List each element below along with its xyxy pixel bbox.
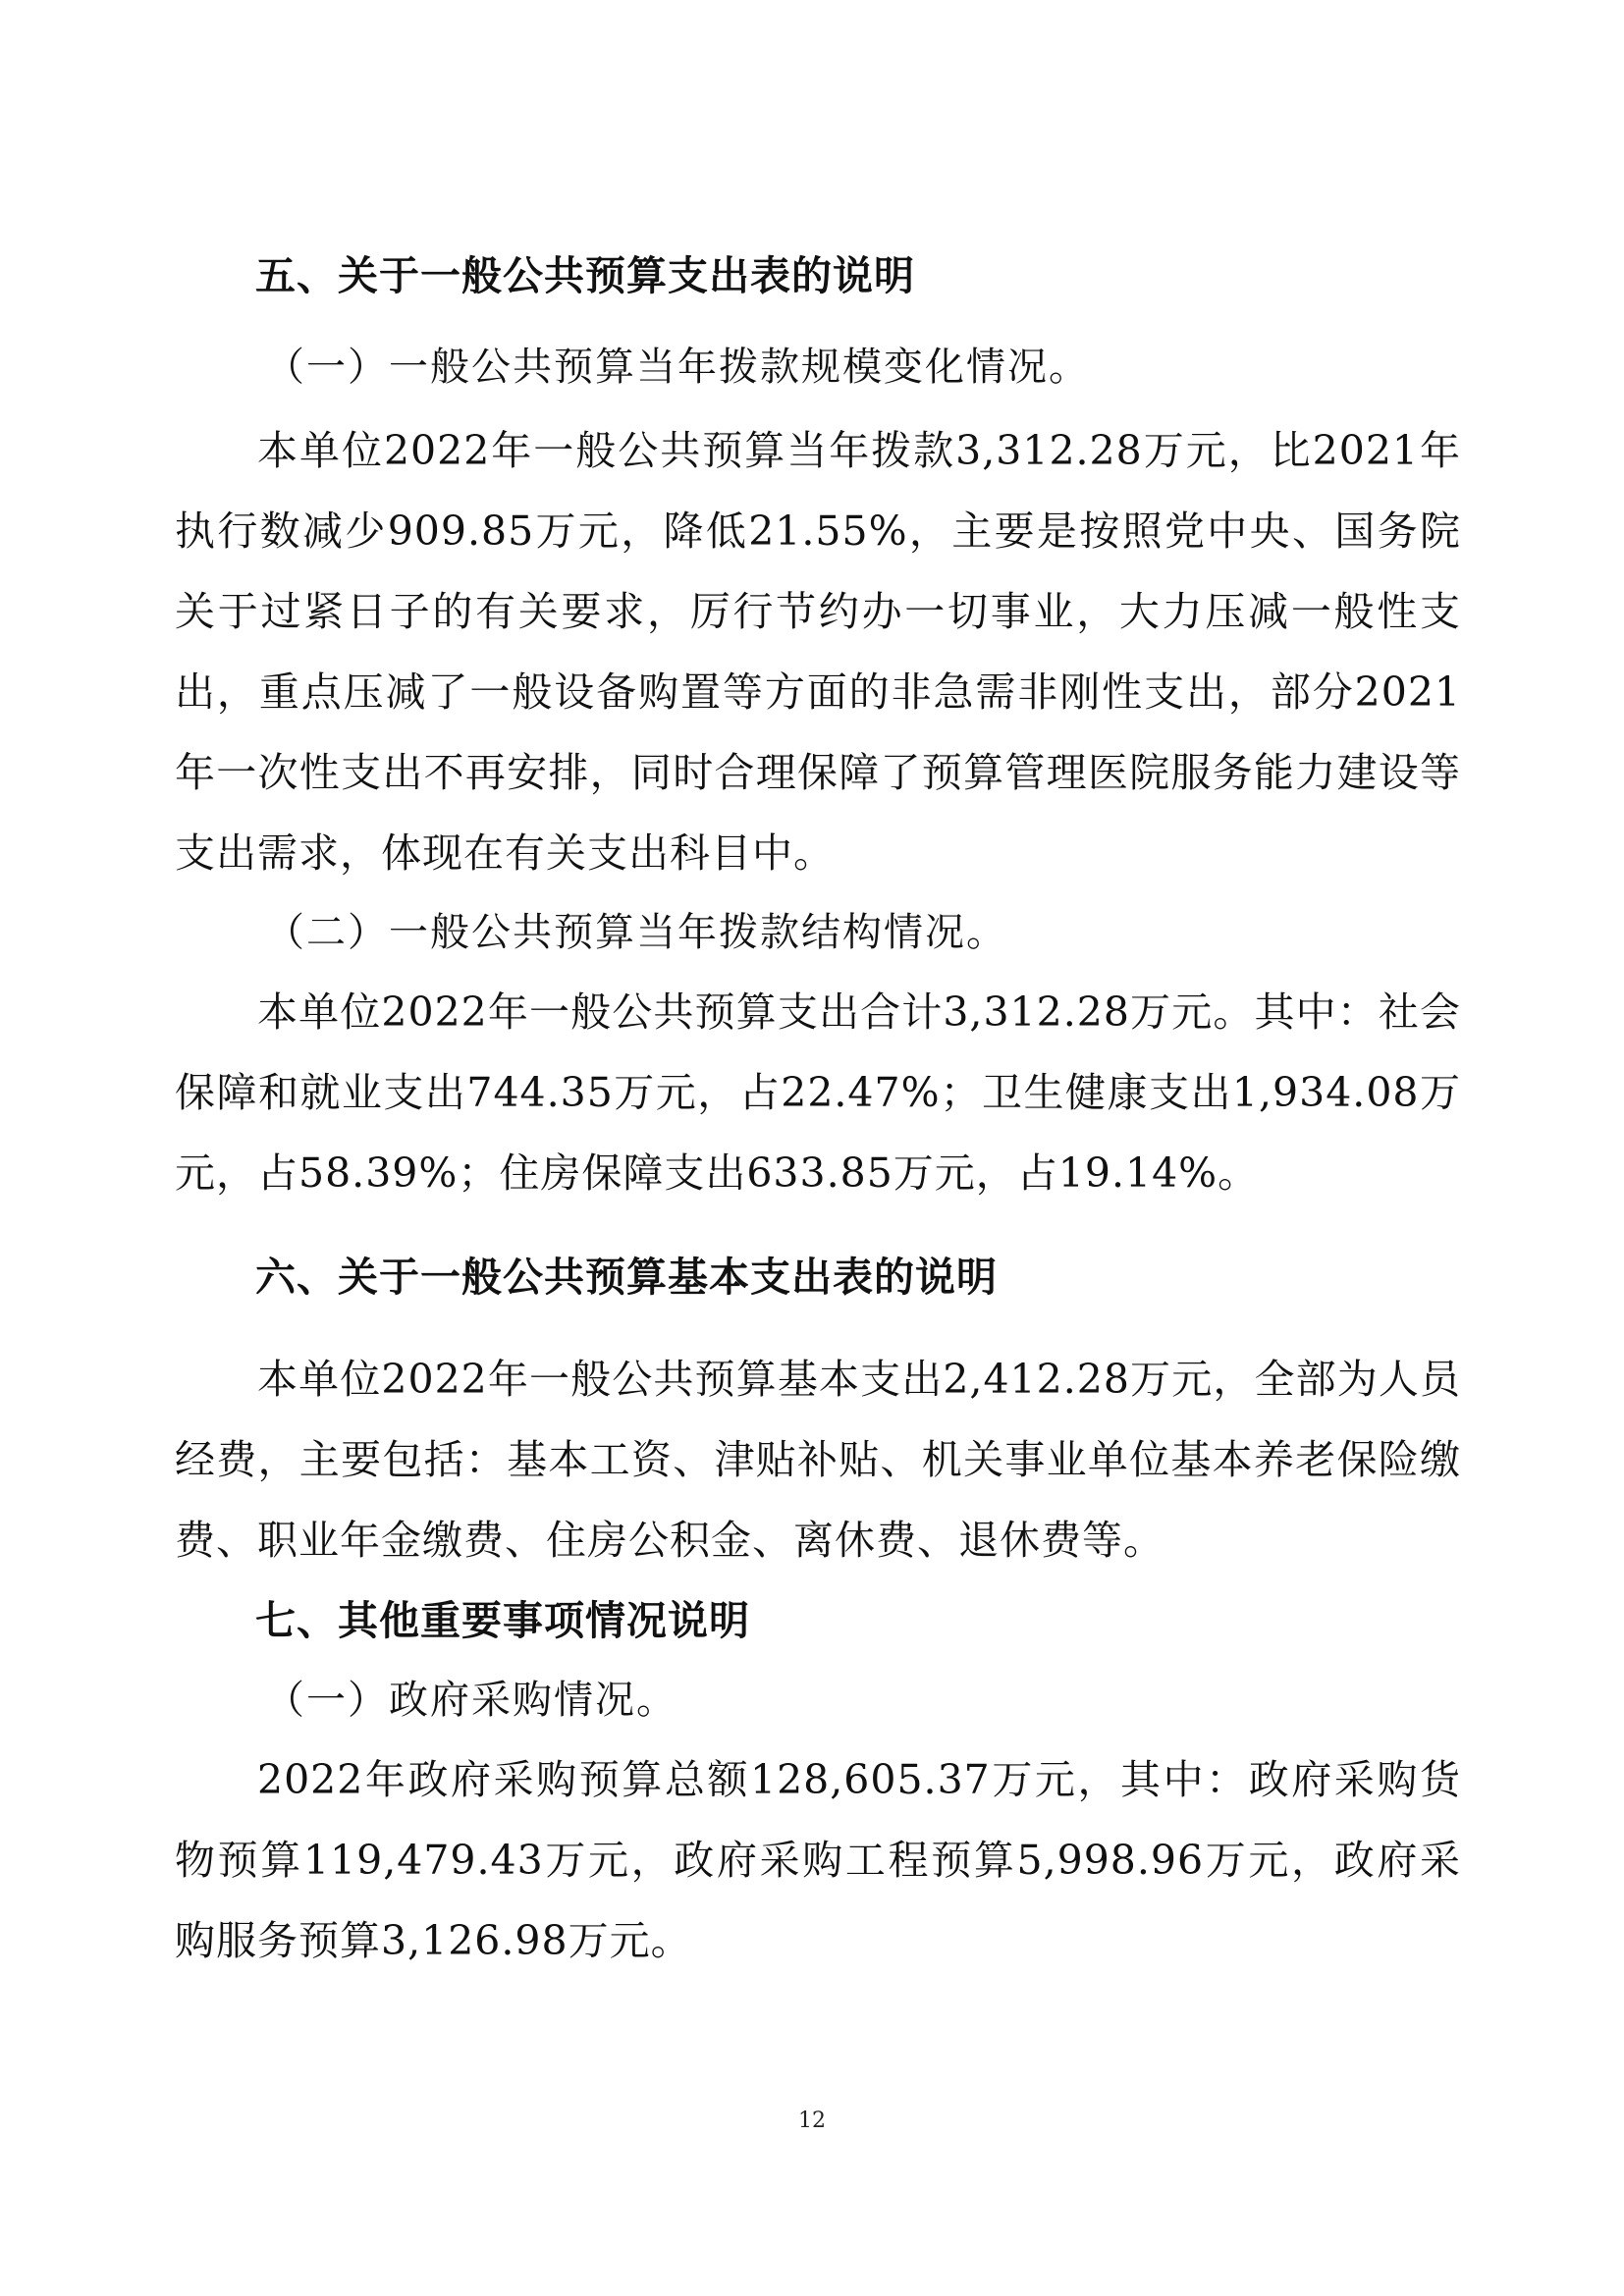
section-heading-6: 六、关于一般公共预算基本支出表的说明 — [255, 1254, 998, 1301]
page-number: 12 — [798, 2109, 826, 2133]
paragraph-5-1: 本单位2022年一般公共预算当年拨款3,312.28万元，比2021年执行数减少909.85万元，降低21.55%，主要是按照党中央、国务院关于过紧日子的有关要求，厉行节约办一切事业，大力压减一般性支出，重点压减了一般设备购置等方面的非急需非刚性支出，部分2021年一次性支出不再安排，同时合理保障了预算管理医院服务能力建设等支出需求，体现在有关支出科目中。 — [175, 427, 1461, 877]
paragraph-5-2: 本单位2022年一般公共预算支出合计3,312.28万元。其中：社会保障和就业支出744.35万元，占22.47%；卫生健康支出1,934.08万元，占58.39%；住房保障支出633.85万元，占19.14%。 — [175, 988, 1461, 1197]
paragraph-7-1: 2022年政府采购预算总额128,605.37万元，其中：政府采购货物预算119,479.43万元，政府采购工程预算5,998.96万元，政府采购服务预算3,126.98万元。 — [175, 1756, 1461, 1964]
subheading-5-1: （一）一般公共预算当年拨款规模变化情况。 — [265, 345, 1090, 390]
page-content — [175, 236, 1461, 1981]
section-heading-5: 五、关于一般公共预算支出表的说明 — [255, 252, 915, 299]
subheading-5-2: （二）一般公共预算当年拨款结构情况。 — [265, 910, 1007, 955]
subheading-7-1: （一）政府采购情况。 — [265, 1678, 677, 1723]
paragraph-6-1: 本单位2022年一般公共预算基本支出2,412.28万元，全部为人员经费，主要包括：基本工资、津贴补贴、机关事业单位基本养老保险缴费、职业年金缴费、住房公积金、离休费、退休费等。 — [175, 1356, 1461, 1564]
section-heading-7: 七、其他重要事项情况说明 — [255, 1597, 750, 1644]
